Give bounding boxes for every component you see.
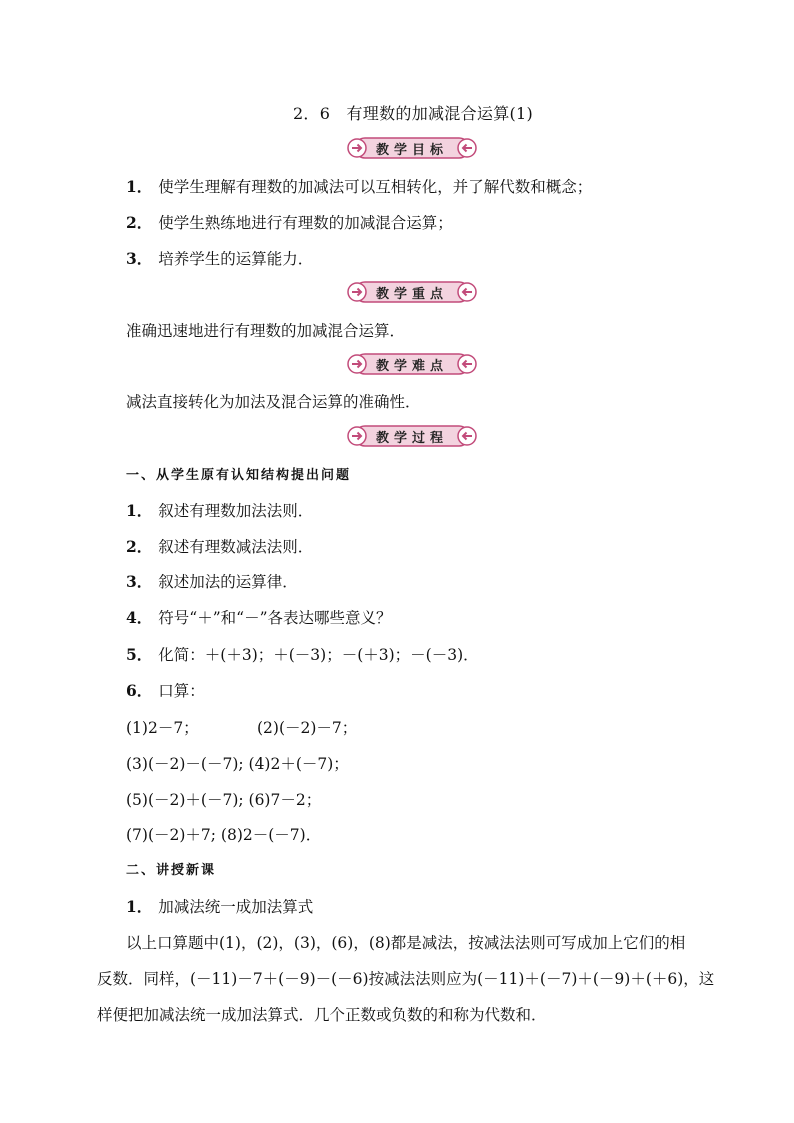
goal-item-1 — [126, 175, 592, 197]
banner-difficulties — [345, 352, 479, 376]
section-1-item-1 — [126, 499, 313, 521]
item-number: 3． — [126, 249, 153, 268]
paragraph-line-3: 样便把加减法统一成加法算式．几个正数或负数的和称为代数和． — [97, 1006, 547, 1024]
oral-row-1a: (1)2－7； — [126, 719, 199, 737]
item-text: 化简：＋(＋3)；＋(－3)；－(＋3)；－(－3)． — [158, 646, 479, 664]
banner-teaching-goals — [345, 136, 479, 160]
section-1-heading: 一、从学生原有认知结构提出问题 — [126, 468, 352, 483]
item-text: 使学生熟练地进行有理数的加减混合运算； — [158, 214, 453, 232]
banner-label: 教学重点 — [375, 287, 448, 302]
item-number: 3． — [126, 572, 153, 591]
item-number: 1． — [126, 177, 153, 196]
item-text: 叙述加法的运算律． — [158, 573, 298, 591]
difficulty-text: 减法直接转化为加法及混合运算的准确性． — [126, 393, 421, 411]
oral-row-2: (3)(－2)－(－7); (4)2＋(－7)； — [126, 755, 349, 773]
goal-item-2 — [126, 211, 453, 233]
goal-item-3 — [126, 247, 313, 269]
item-number: 1． — [126, 897, 153, 916]
oral-row-4: (7)(－2)＋7; (8)2－(－7)． — [126, 826, 322, 844]
oral-row-3: (5)(－2)＋(－7); (6)7－2； — [126, 791, 322, 809]
key-point-text: 准确迅速地进行有理数的加减混合运算． — [126, 322, 406, 340]
item-number: 6． — [126, 681, 153, 700]
section-1-item-6 — [126, 679, 205, 701]
section-1-item-2 — [126, 535, 313, 557]
oral-row-1b: (2)(－2)－7； — [257, 719, 358, 737]
banner-label: 教学目标 — [375, 143, 448, 158]
section-1-item-3 — [126, 570, 298, 592]
item-number: 2． — [126, 213, 153, 232]
banner-key-points — [345, 280, 479, 304]
section-2-subheading — [126, 895, 313, 917]
item-text: 培养学生的运算能力． — [158, 250, 314, 268]
section-1-item-4 — [126, 606, 392, 628]
item-text: 叙述有理数减法法则． — [158, 538, 314, 556]
banner-label: 教学难点 — [375, 359, 448, 374]
page-title: 2．6 有理数的加减混合运算(1) — [292, 104, 534, 123]
item-number: 4． — [126, 608, 153, 627]
item-text: 符号“＋”和“－”各表达哪些意义？ — [158, 609, 392, 627]
item-text: 使学生理解有理数的加减法可以互相转化，并了解代数和概念； — [158, 178, 593, 196]
paragraph-line-2: 反数．同样，(－11)－7＋(－9)－(－6)按减法法则应为(－11)＋(－7)＋(－9)＋(＋6)，这 — [97, 970, 715, 988]
section-1-item-5 — [126, 643, 479, 665]
banner-label: 教学过程 — [375, 431, 448, 446]
paragraph-line-1: 以上口算题中(1)，(2)，(3)，(6)，(8)都是减法，按减法法则可写成加上它们的相 — [126, 934, 686, 952]
item-number: 5． — [126, 645, 153, 664]
item-text: 口算： — [158, 682, 205, 700]
item-text: 叙述有理数加法法则． — [158, 502, 314, 520]
section-2-heading: 二、讲授新课 — [126, 863, 217, 878]
item-text: 加减法统一成加法算式 — [158, 898, 314, 916]
banner-teaching-process — [345, 424, 479, 448]
item-number: 2． — [126, 537, 153, 556]
item-number: 1． — [126, 501, 153, 520]
